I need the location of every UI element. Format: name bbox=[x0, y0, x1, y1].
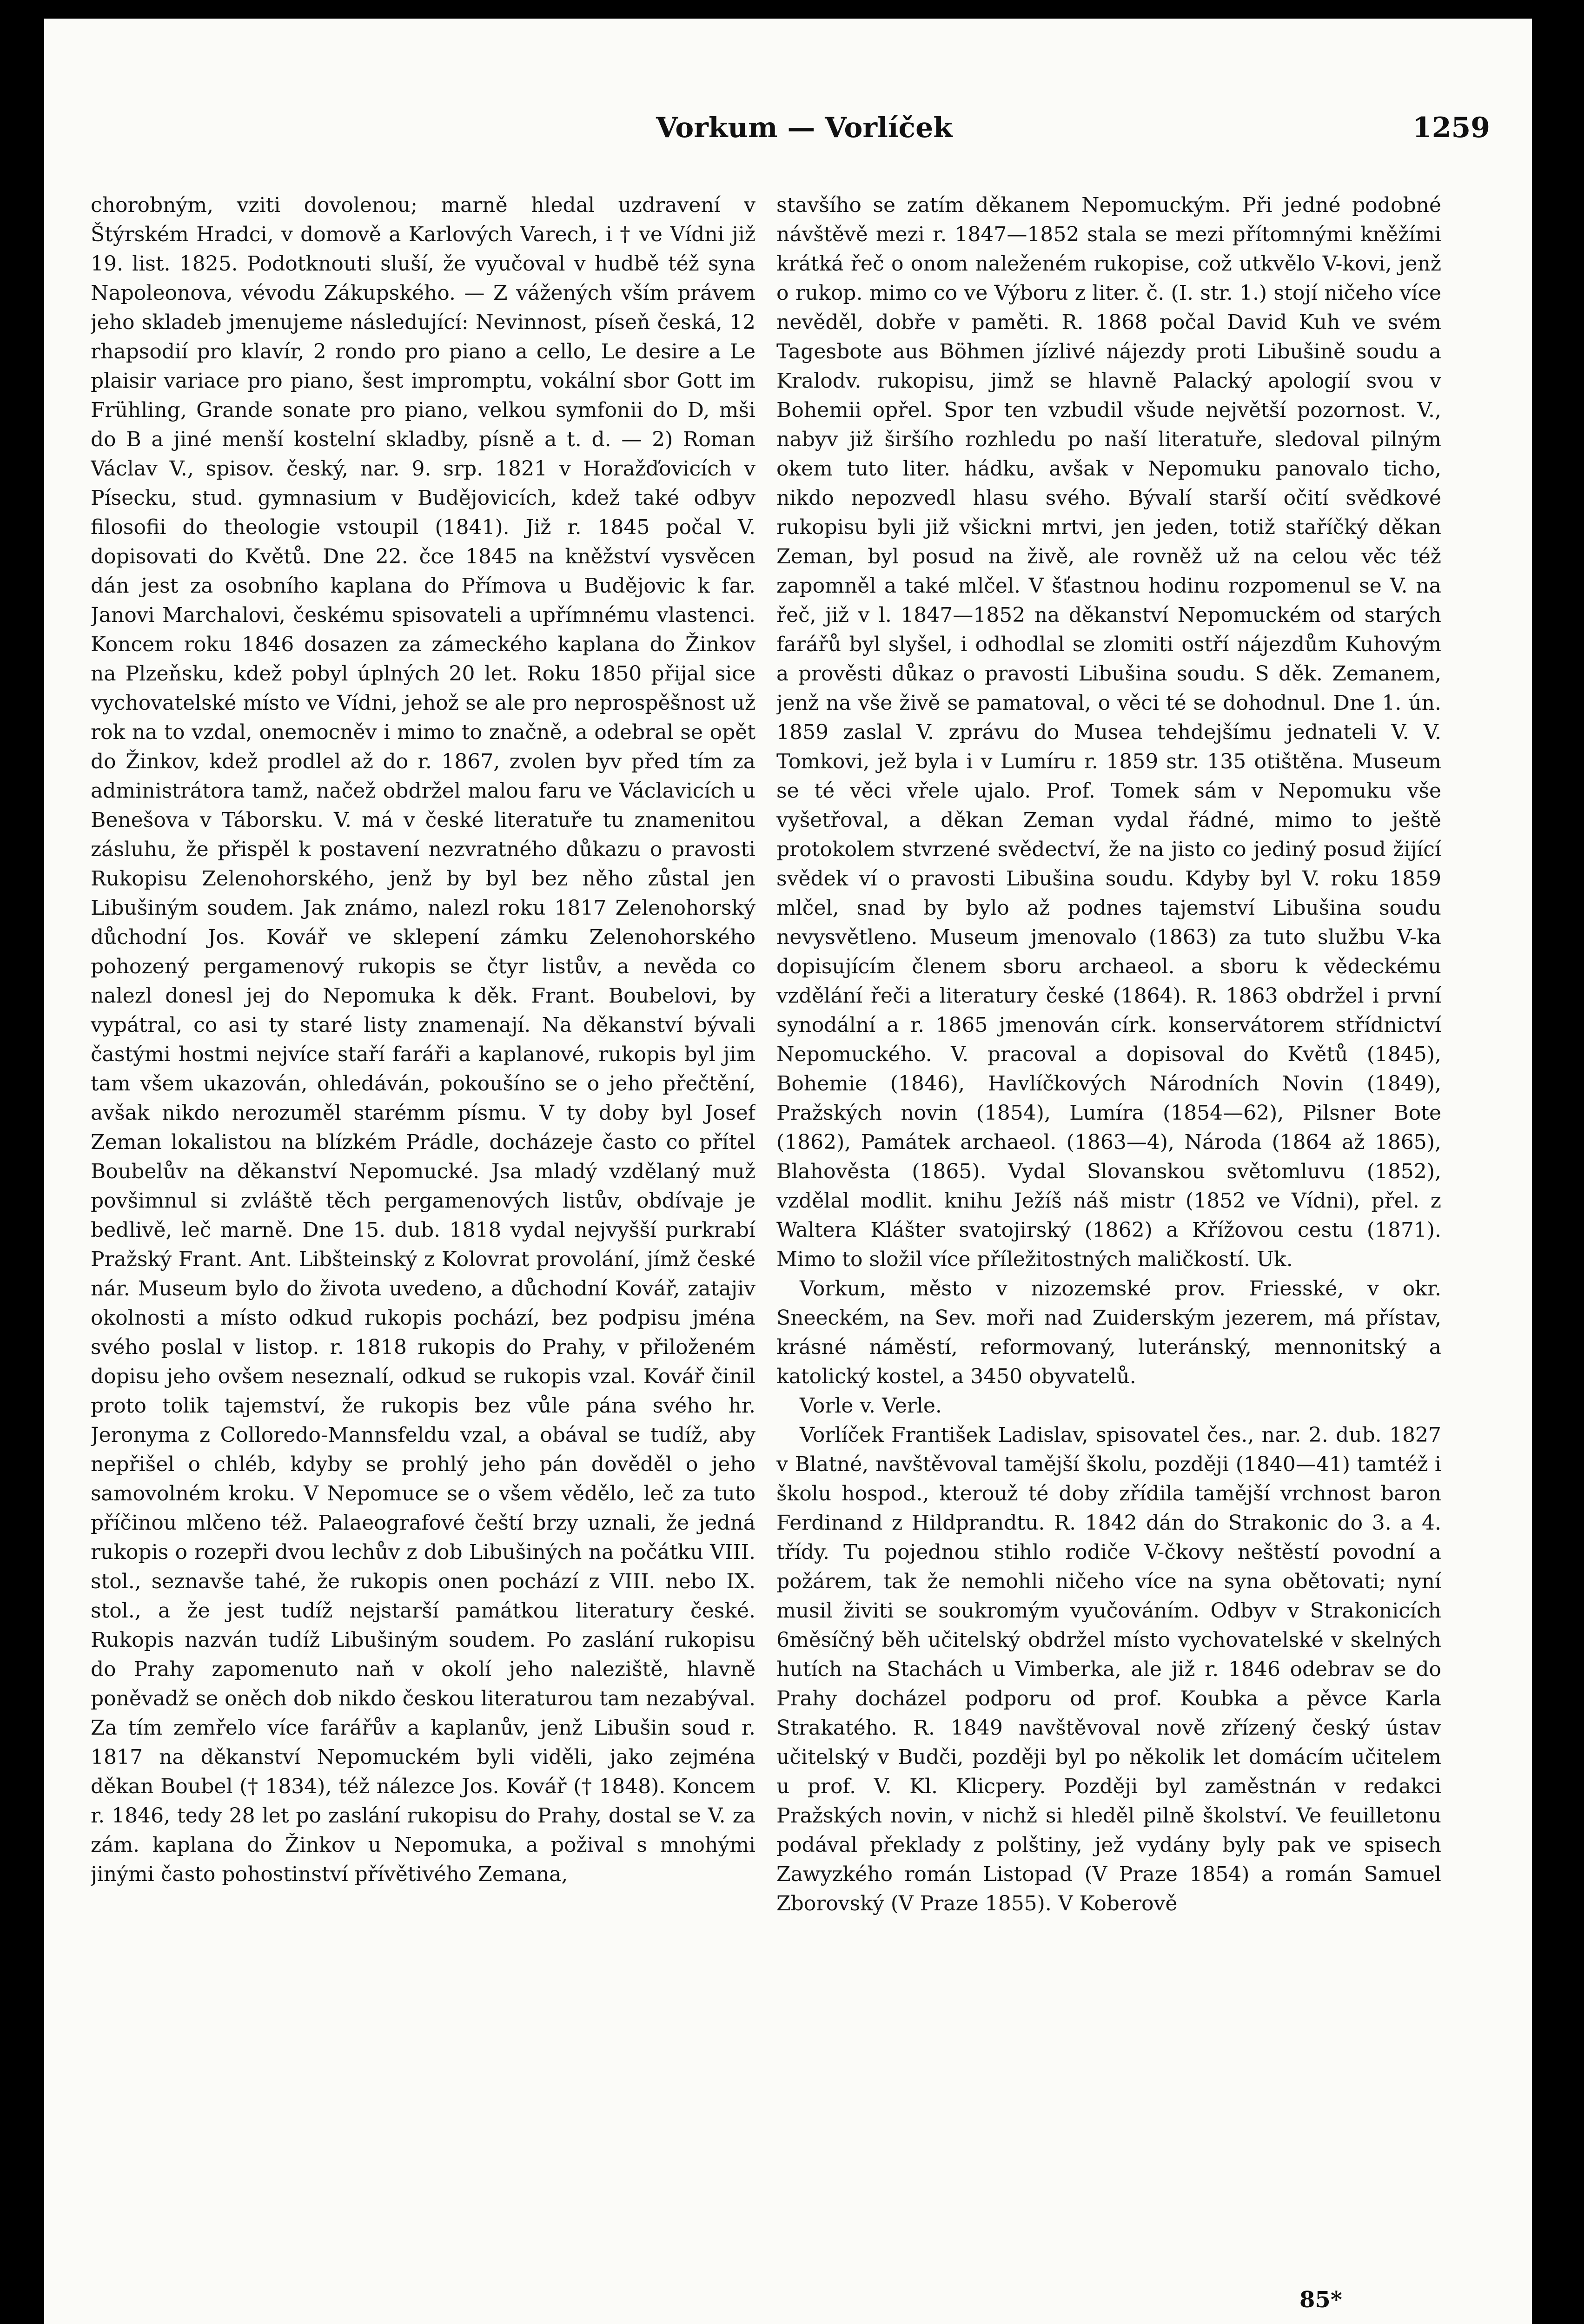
right-column bbox=[776, 191, 1441, 2226]
right-paragraph: stavšího se zatím děkanem Nepomuckým. Při jedné podobné návštěvě mezi r. 1847—1852 stala se mezi přítomnými kněžími krátká řeč o onom naleženém rukopise, což utkvělo V-kovi, jenž o rukop. mimo co ve Výboru z liter. č. (I. str. 1.) stojí ničeho více nevěděl, dobře v paměti. R. 1868 počal David Kuh ve svém Tagesbote aus Böhmen jízlivé nájezdy proti Libušině soudu a Kralodv. rukopisu, jimž se hlavně Palacký apologií svou v Bohemii opřel. Spor ten vzbudil všude největší pozornost. V., nabyv již širšího rozhledu po naší literatuře, sledoval pilným okem tuto liter. hádku, avšak v Nepomuku panovalo ticho, nikdo nepozvedl hlasu svého. Bývalí starší očití svědkové rukopisu byli již všickni mrtvi, jen jeden, totiž staříčký děkan Zeman, byl posud na živě, ale rovněž už na celou věc též zapomněl a také mlčel. V šťastnou hodinu rozpomenul se V. na řeč, již v l. 1847—1852 na děkanství Nepomuckém od starých farářů byl slyšel, i odhodlal se zlomiti ostří nájezdům Kuhovým a prověsti důkaz o pravosti Libušina soudu. S děk. Zemanem, jenž na vše živě se pamatoval, o věci té se dohodnul. Dne 1. ún. 1859 zaslal V. zprávu do Musea tehdejšímu jednateli V. V. Tomkovi, jež byla i v Lumíru r. 1859 str. 135 otištěna. Museum se té věci vřele ujalo. Prof. Tomek sám v Nepomuku vše vyšetřoval, a děkan Zeman vydal řádné, mimo to ještě protokolem stvrzené svědectví, že na jisto co jediný posud žijící svědek ví o pravosti Libušina soudu. Kdyby byl V. roku 1859 mlčel, snad by bylo až podnes tajemství Libušina soudu nevysvětleno. Museum jmenovalo (1863) za tuto službu V-ka dopisujícím členem sboru archaeol. a sboru k vědeckému vzdělání řeči a literatury české (1864). R. 1863 obdržel i první synodální a r. 1865 jmenován círk. konservátorem střídnictví Nepomuckého. V. pracoval a dopisoval do Květů (1845), Bohemie (1846), Havlíčkových Národních Novin (1849), Pražských novin (1854), Lumíra (1854—62), Pilsner Bote (1862), Památek archaeol. (1863—4), Národa (1864 až 1865), Blahověsta (1865). Vydal Slovanskou světomluvu (1852), vzdělal modlit. knihu Ježíš náš mistr (1852 ve Vídni), přel. z Waltera Klášter svatojirský (1862) a Křížovou cestu (1871). Mimo to složil více příležitostných maličkostí. Uk. bbox=[776, 193, 1441, 1271]
entry-vorlicek: Vorlíček František Ladislav, spisovatel čes., nar. 2. dub. 1827 v Blatné, navštěvoval tamější školu, později (1840—41) tamtéž i školu hospod., kterouž té doby zřídila tamější vrchnost baron Ferdinand z Hildprandtu. R. 1842 dán do Strakonic do 3. a 4. třídy. Tu pojednou stihlo rodiče V-čkovy neštěstí povodní a požárem, tak že nemohli ničeho více na syna obětovati; nyní musil živiti se soukromým vyučováním. Odbyv v Strakonicích 6měsíčný běh učitelský obdržel místo vychovatelské v skelných hutích na Stachách u Vimberka, ale již r. 1846 odebrav se do Prahy docházel podporu od prof. Koubka a pěvce Karla Strakatého. R. 1849 navštěvoval nově zřízený český ústav učitelský v Budči, později byl po několik let domácím učitelem u prof. V. Kl. Klicpery. Později byl zaměstnán v redakci Pražských novin, v nichž si hleděl pilně školství. Ve feuilletonu podával překlady z polštiny, jež vydány byly pak ve spisech Zawyzkého román Listopad (V Praze 1854) a román Samuel Zborovský (V Praze 1855). V Koberově bbox=[776, 1423, 1441, 1915]
entry-vorle: Vorle v. Verle. bbox=[800, 1394, 942, 1418]
left-column-text: chorobným, vziti dovolenou; marně hledal uzdravení v Štýrském Hradci, v domově a Karlových Varech, i † ve Vídni již 19. list. 1825. Podotknouti sluší, že vyučoval v hudbě též syna Napoleonova, vévodu Zákupského. — Z vážených vším právem jeho skladeb jmenujeme následující: Nevinnost, píseň česká, 12 rhapsodií pro klavír, 2 rondo pro piano a cello, Le desire a Le plaisir variace pro piano, šest impromptu, vokální sbor Gott im Frühling, Grande sonate pro piano, velkou symfonii do D, mši do B a jiné menší kostelní skladby, písně a t. d. — 2) Roman Václav V., spisov. český, nar. 9. srp. 1821 v Horažďovicích v Písecku, stud. gymnasium v Budějovicích, kdež také odbyv filosofii do theologie vstoupil (1841). Již r. 1845 počal V. dopisovati do Květů. Dne 22. čce 1845 na kněžství vysvěcen dán jest za osobního kaplana do Přímova u Budějovic k far. Janovi Marchalovi, českému spisovateli a upřímnému vlastenci. Koncem roku 1846 dosazen za zámeckého kaplana do Žinkov na Plzeňsku, kdež pobyl úplných 20 let. Roku 1850 přijal sice vychovatelské místo ve Vídni, jehož se ale pro neprospěšnost už rok na to vzdal, onemocněv i mimo to značně, a odebral se opět do Žinkov, kdež prodlel až do r. 1867, zvolen byv před tím za administrátora tamž, načež obdržel malou faru ve Václavicích u Benešova v Táborsku. V. má v české literatuře tu znamenitou zásluhu, že přispěl k postavení nezvratného důkazu o pravosti Rukopisu Zelenohorského, jenž by byl bez něho zůstal jen Libušiným soudem. Jak známo, nalezl roku 1817 Zelenohorský důchodní Jos. Kovář ve sklepení zámku Zelenohorského pohozený pergamenový rukopis se čtyr listův, a nevěda co nalezl donesl jej do Nepomuka k děk. Frant. Boubelovi, by vypátral, co asi ty staré listy znamenají. Na děkanství bývali častými hostmi nejvíce staří faráři a kaplanové, rukopis byl jim tam všem ukazován, ohledáván, pokoušíno se o jeho přečtění, avšak nikdo nerozuměl starémm písmu. V ty doby byl Josef Zeman lokalistou na blízkém Prádle, docházeje často co přítel Boubelův na děkanství Nepomucké. Jsa mladý vzdělaný muž povšimnul si zvláště těch pergamenových listův, obdívaje je bedlivě, leč marně. Dne 15. dub. 1818 vydal nejvyšší purkrabí Pražský Frant. Ant. Libšteinský z Kolovrat provolání, jímž české nár. Museum bylo do života uvedeno, a důchodní Kovář, zatajiv okolnosti a místo odkud rukopis pochází, bez podpisu jména svého poslal v listop. r. 1818 rukopis do Prahy, v přiloženém dopisu jeho ovšem neseznalí, odkud se rukopis vzal. Kovář činil proto tolik tajemství, že rukopis bez vůle pána svého hr. Jeronyma z Colloredo-Mannsfeldu vzal, a obával se tudíž, aby nepřišel o chléb, kdyby se prohlý jeho pán dověděl o jeho samovolném kroku. V Nepomuce se o všem vědělo, leč za tuto příčinou mlčeno též. Palaeografové čeští brzy uznali, že jedná rukopis o rozepři dvou lechův z dob Libušiných na počátku VIII. stol., seznavše tahé, že rukopis onen pochází z VIII. nebo IX. stol., a že jest tudíž nejstarší památkou literatury české. Rukopis nazván tudíž Libušiným soudem. Po zaslání rukopisu do Prahy zapomenuto naň v okolí jeho naleziště, hlavně poněvadž se oněch dob nikdo českou literaturou tam nezabýval. Za tím zemřelo více farářův a kaplanův, jenž Libušin soud r. 1817 na děkanství Nepomuckém byli viděli, jako zejména děkan Boubel († 1834), též nálezce Jos. Kovář († 1848). Koncem r. 1846, tedy 28 let po zaslání rukopisu do Prahy, dostal se V. za zám. kaplana do Žinkov u Nepomuka, a požival s mnohými jinými často pohostinství přívětivého Zemana, bbox=[91, 193, 756, 1886]
header-title: Vorkum — Vorlíček bbox=[656, 112, 953, 144]
running-header bbox=[119, 102, 1490, 167]
page-number: 1259 bbox=[1412, 112, 1490, 144]
signature-mark: 85* bbox=[1299, 2287, 1342, 2313]
page-sheet bbox=[44, 19, 1532, 2324]
entry-vorkum: Vorkum, město v nizozemské prov. Friesské, v okr. Sneeckém, na Sev. moři nad Zuiderským jezerem, má přístav, krásné náměstí, reformovaný, luteránský, mennonitský a katolický kostel, a 3450 obyvatelů. bbox=[776, 1277, 1441, 1388]
left-column bbox=[91, 191, 756, 2226]
